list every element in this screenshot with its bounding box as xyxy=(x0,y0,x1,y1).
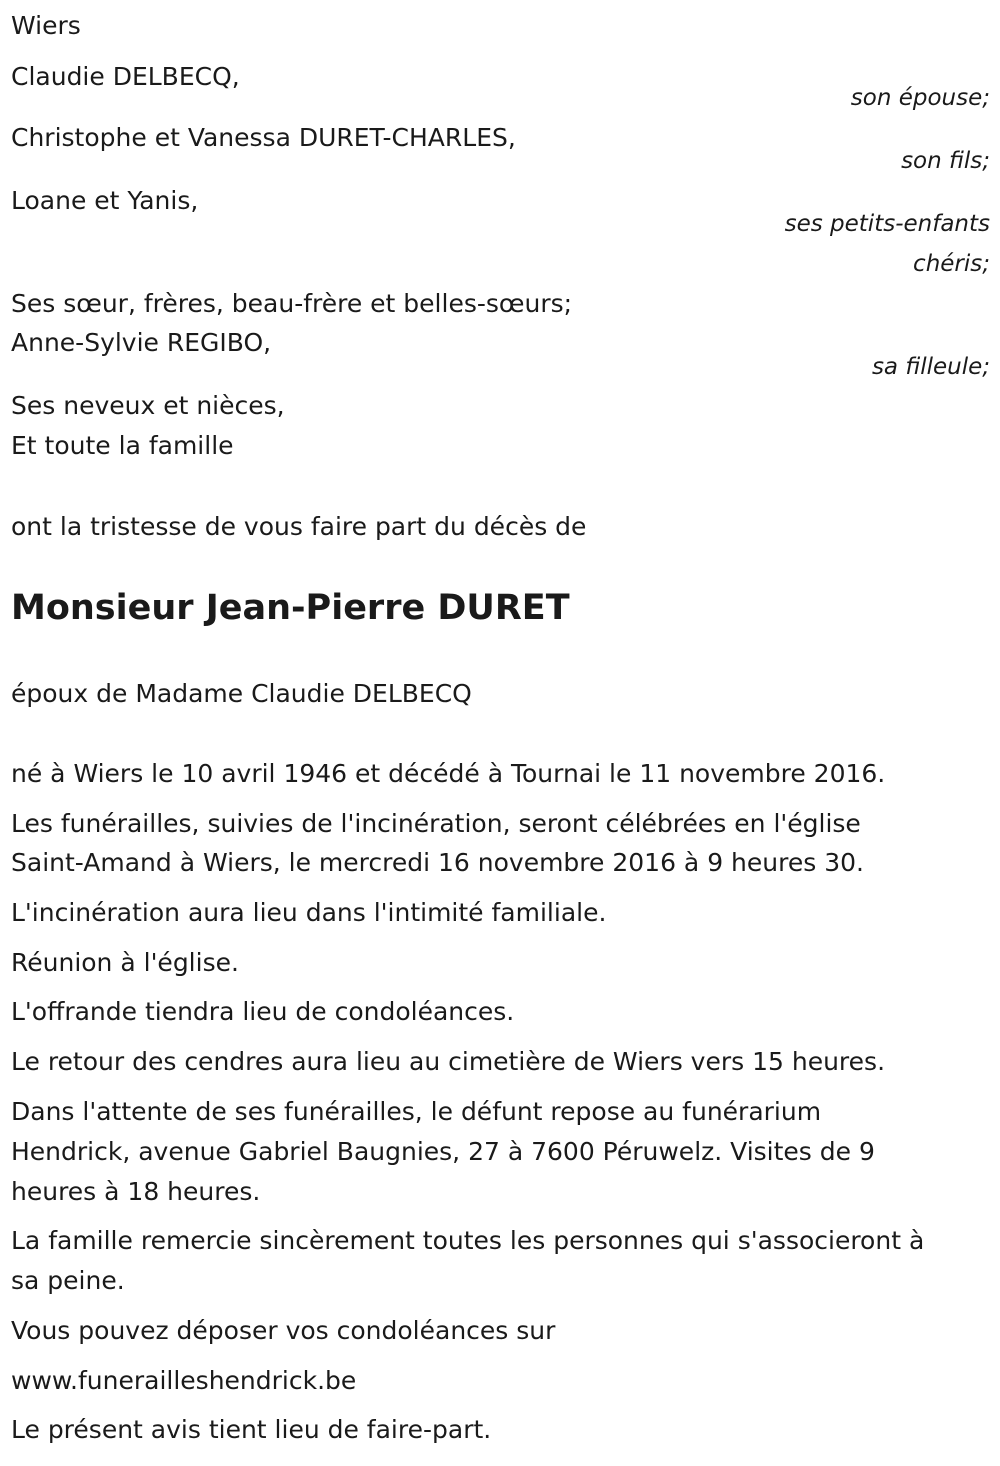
condolences-intro: Vous pouvez déposer vos condoléances sur xyxy=(11,1316,556,1345)
ashes-line: Le retour des cendres aura lieu au cimetière de Wiers vers 15 heures. xyxy=(11,1047,886,1076)
relation-goddaughter: sa filleule; xyxy=(871,354,990,380)
thanks-line-2: sa peine. xyxy=(11,1266,125,1295)
reunion-line: Réunion à l'église. xyxy=(11,948,239,977)
repose-line-1: Dans l'attente de ses funérailles, le défunt repose au funérarium xyxy=(11,1097,822,1126)
relation-son: son fils; xyxy=(901,148,990,174)
offrande-line: L'offrande tiendra lieu de condoléances. xyxy=(11,997,515,1026)
condolences-website-row xyxy=(11,1361,356,1401)
relation-grandchildren-line2: chéris; xyxy=(913,251,990,277)
announcement-text: ont la tristesse de vous faire part du décès de xyxy=(11,512,587,541)
relation-spouse: son épouse; xyxy=(850,85,990,111)
location-label: Wiers xyxy=(11,11,81,40)
incineration-line: L'incinération aura lieu dans l'intimité familiale. xyxy=(11,898,607,927)
family-member-son: Christophe et Vanessa DURET-CHARLES, xyxy=(11,123,516,152)
family-member-grandchildren: Loane et Yanis, xyxy=(11,186,199,215)
repose-line-3: heures à 18 heures. xyxy=(11,1177,261,1206)
condolences-website-link[interactable]: www.funerailleshendrick.be xyxy=(11,1366,357,1395)
deceased-name: Monsieur Jean-Pierre DURET xyxy=(11,588,570,628)
closing-line: Le présent avis tient lieu de faire-part. xyxy=(11,1415,492,1444)
family-member-nephews: Ses neveux et nièces, xyxy=(11,391,285,420)
family-member-spouse: Claudie DELBECQ, xyxy=(11,62,240,91)
thanks-line-1: La famille remercie sincèrement toutes les personnes qui s'associeront à xyxy=(11,1226,925,1255)
funeral-line-2: Saint-Amand à Wiers, le mercredi 16 novembre 2016 à 9 heures 30. xyxy=(11,848,864,877)
spouse-line: époux de Madame Claudie DELBECQ xyxy=(11,679,472,708)
birth-death-line: né à Wiers le 10 avril 1946 et décédé à Tournai le 11 novembre 2016. xyxy=(11,759,886,788)
family-member-siblings: Ses sœur, frères, beau-frère et belles-sœurs; xyxy=(11,289,573,318)
family-member-all: Et toute la famille xyxy=(11,431,234,460)
repose-line-2: Hendrick, avenue Gabriel Baugnies, 27 à 7600 Péruwelz. Visites de 9 xyxy=(11,1137,875,1166)
relation-grandchildren-line1: ses petits-enfants xyxy=(784,211,990,237)
family-member-goddaughter: Anne-Sylvie REGIBO, xyxy=(11,328,272,357)
funeral-line-1: Les funérailles, suivies de l'incinération, seront célébrées en l'église xyxy=(11,809,861,838)
